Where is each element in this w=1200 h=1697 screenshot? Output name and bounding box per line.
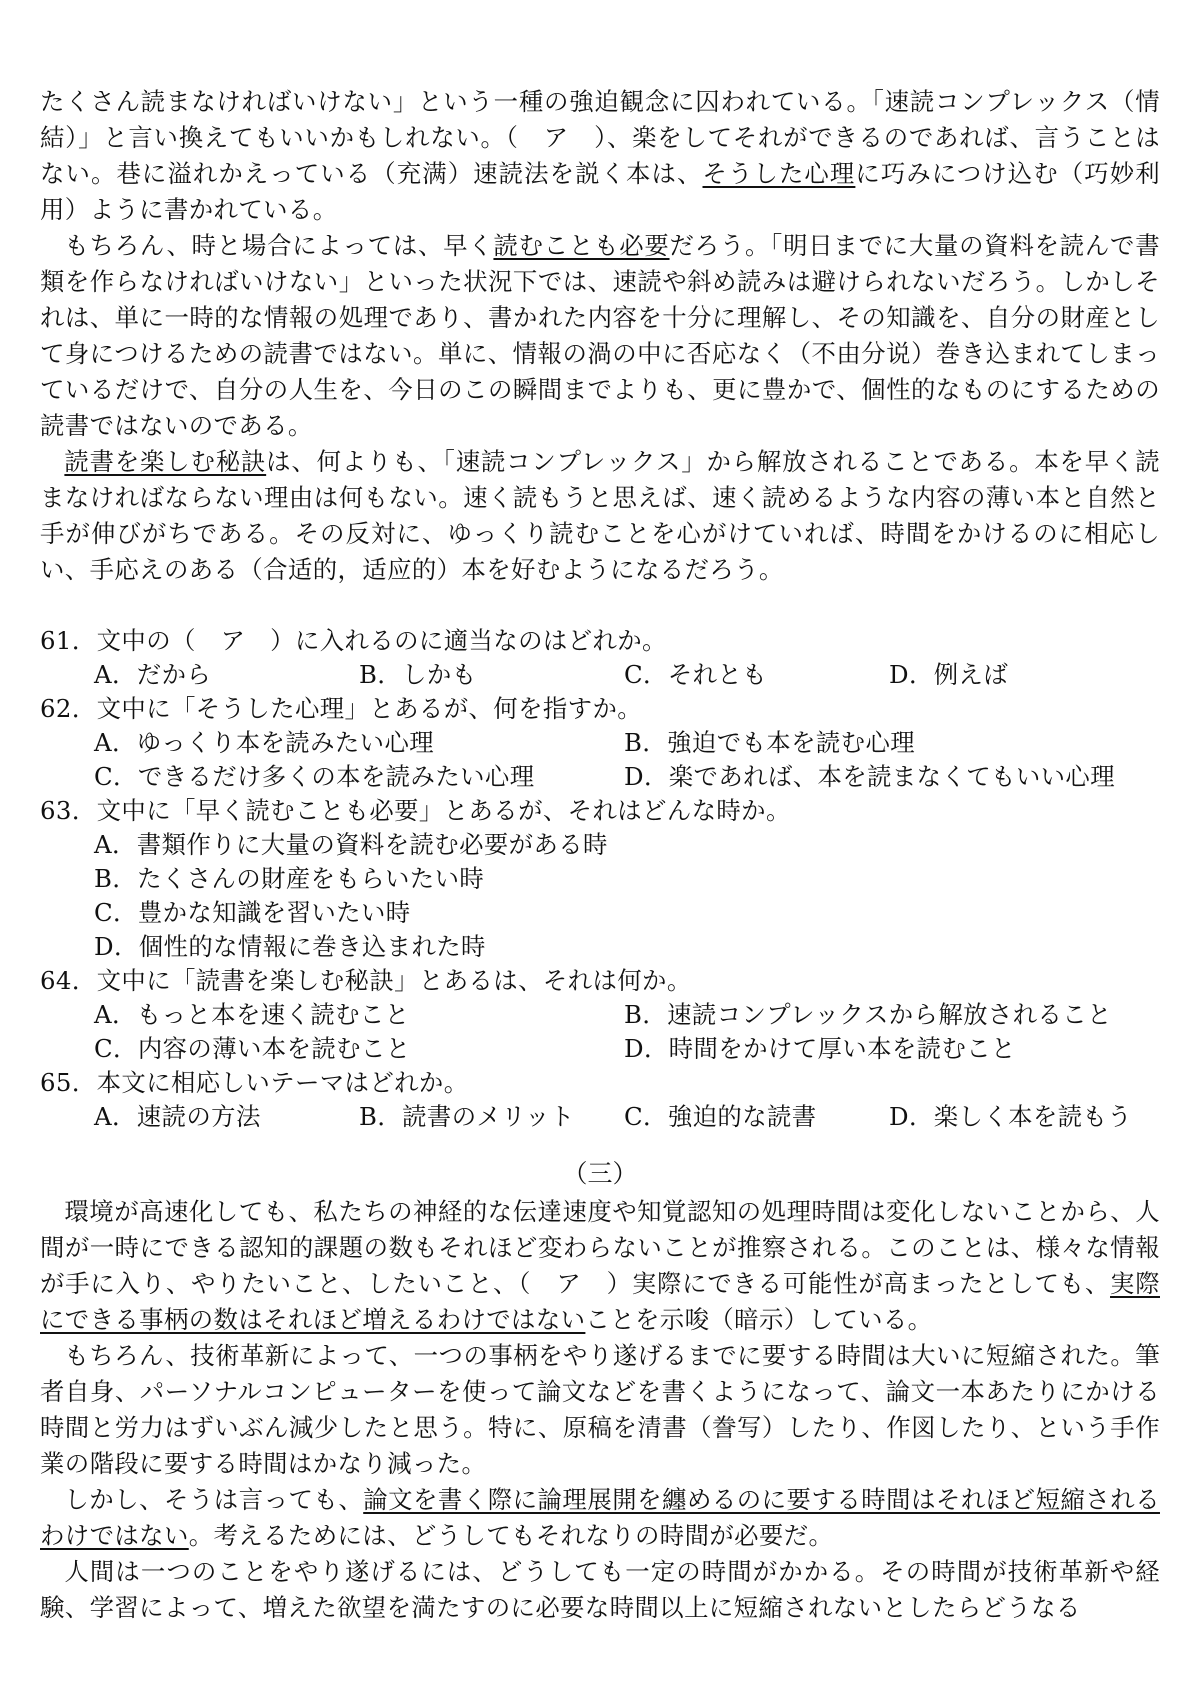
- option-b: B．読書のメリット: [359, 1102, 575, 1131]
- passage-3-paragraph-4: 人間は一つのことをやり遂げるには、どうしても一定の時間がかかる。その時間が技術革新や経験、学習によって、増えた欲望を満たすのに必要な時間以上に短縮されないとしたらどうなる: [40, 1557, 1160, 1622]
- option-c: C．強迫的な読書: [624, 1102, 817, 1131]
- option-d: D．楽であれば、本を読まなくてもいい心理: [624, 762, 1115, 791]
- passage-3: [40, 1194, 1160, 1626]
- options-row: [40, 760, 1160, 794]
- passage-3-paragraph-2: もちろん、技術革新によって、一つの事柄をやり遂げるまでに要する時間は大いに短縮された。筆者自身、パーソナルコンピューターを使って論文などを書くようになって、論文一本あたりにかける時間と労力はずいぶん減少したと思う。特に、原稿を清書（誊写）したり、作図したり、という手作業の階段に要する時間はかなり減った。: [40, 1341, 1160, 1478]
- option-a: A．速読の方法: [94, 1102, 261, 1131]
- option-b: B．しかも: [359, 660, 477, 689]
- question-stem: 63．文中に「早く読むことも必要」とあるが、それはどんな時か。: [40, 796, 791, 825]
- passage-3-paragraph-1: [40, 1194, 1160, 1338]
- question-63: [40, 794, 1160, 964]
- options-row: [40, 998, 1160, 1032]
- passage-3-paragraph-3: [40, 1482, 1160, 1554]
- passage-2-paragraph-2: [40, 228, 1160, 444]
- option-d: D．楽しく本を読もう: [889, 1102, 1133, 1131]
- underlined-phrase: 読書を楽しむ秘訣: [64, 447, 267, 476]
- passage-2-paragraph-1: [40, 84, 1160, 228]
- option-a: A．書類作りに大量の資料を読む必要がある時: [94, 830, 608, 859]
- options-column: [40, 828, 1160, 964]
- question-stem: 64．文中に「読書を楽しむ秘訣」とあるは、それは何か。: [40, 966, 692, 995]
- text-run: しかし、そうは言っても、: [64, 1485, 364, 1514]
- question-65: [40, 1066, 1160, 1134]
- question-block: [40, 624, 1160, 1134]
- option-a: A．ゆっくり本を読みたい心理: [94, 728, 435, 757]
- passage-2-paragraph-3: [40, 444, 1160, 588]
- option-c: C．豊かな知識を習いたい時: [94, 898, 411, 927]
- text-run: に巧みにつけ込む（巧妙利用）ように書かれている。: [40, 159, 1160, 224]
- passage-2: [40, 84, 1160, 588]
- underlined-phrase: 実際にできる事柄の数はそれほど増えるわけではない: [40, 1269, 1160, 1334]
- underlined-phrase: 論文を書く際に論理展開を纏めるのに要する時間はそれほど短縮されるわけではない: [40, 1485, 1160, 1550]
- option-c: C．それとも: [624, 660, 768, 689]
- option-b: B．たくさんの財産をもらいたい時: [94, 864, 485, 893]
- underlined-phrase: そうした心理: [702, 159, 856, 188]
- options-row: [40, 1100, 1160, 1134]
- options-row: [40, 1032, 1160, 1066]
- question-61: [40, 624, 1160, 692]
- question-stem: 62．文中に「そうした心理」とあるが、何を指すか。: [40, 694, 643, 723]
- text-run: もちろん、時と場合によっては、早く: [64, 231, 494, 260]
- option-b: B．強迫でも本を読む心理: [624, 728, 916, 757]
- text-run: は、何よりも、「速読コンプレックス」から解放されることである。本を早く読まなければならない理由は何もない。速く読もうと思えば、速く読めるような内容の薄い本と自然と手が伸びがちである。その反対に、ゆっくり読むことを心がけていれば、時間をかけるのに相応しい、手応えのある（合适的，适应的）本を好むようになるだろう。: [40, 447, 1160, 584]
- option-d: D．時間をかけて厚い本を読むこと: [624, 1034, 1016, 1063]
- option-d: D．個性的な情報に巻き込まれた時: [94, 932, 486, 961]
- question-64: [40, 964, 1160, 1066]
- underlined-phrase: 読むことも必要: [493, 231, 670, 260]
- spacer: [40, 588, 1160, 624]
- options-row: [40, 658, 1160, 692]
- text-run: たくさん読まなければいけない」という一種の強迫観念に囚われている。「速読コンプレックス（情結）」と言い換えてもいいかもしれない。（ ア ）、楽をしてそれができるのであれば、言うことはない。巷に溢れかえっている（充满）速読法を説く本は、: [40, 87, 1160, 188]
- option-a: A．だから: [94, 660, 212, 689]
- option-b: B．速読コンプレックスから解放されること: [624, 1000, 1112, 1029]
- option-c: C．内容の薄い本を読むこと: [94, 1034, 411, 1063]
- text-run: ことを示唆（暗示）している。: [585, 1305, 933, 1334]
- text-run: 環境が高速化しても、私たちの神経的な伝達速度や知覚認知の処理時間は変化しないことから、人間が一時にできる認知的課題の数もそれほど変わらないことが推察される。このことは、様々な情報が手に入り、やりたいこと、したいこと、（ ア ）実際にできる可能性が高まったとしても、: [40, 1197, 1160, 1298]
- question-stem: 61．文中の（ ア ）に入れるのに適当なのはどれか。: [40, 626, 667, 655]
- option-c: C．できるだけ多くの本を読みたい心理: [94, 762, 535, 791]
- text-run: だろう。「明日までに大量の資料を読んで書類を作らなければいけない」といった状況下では、速読や斜め読みは避けられないだろう。しかしそれは、単に一時的な情報の処理であり、書かれた内容を十分に理解し、その知識を、自分の財産として身につけるための読書ではない。単に、情報の渦の中に否応なく（不由分说）巻き込まれてしまっているだけで、自分の人生を、今日のこの瞬間までよりも、更に豊かで、個性的なものにするための読書ではないのである。: [40, 231, 1160, 440]
- question-62: [40, 692, 1160, 794]
- option-d: D．例えば: [889, 660, 1009, 689]
- question-stem: 65．本文に相応しいテーマはどれか。: [40, 1068, 469, 1097]
- section-title: （三）: [562, 1159, 638, 1188]
- text-run: 。考えるためには、どうしてもそれなりの時間が必要だ。: [188, 1521, 834, 1550]
- option-a: A．もっと本を速く読むこと: [94, 1000, 410, 1029]
- options-row: [40, 726, 1160, 760]
